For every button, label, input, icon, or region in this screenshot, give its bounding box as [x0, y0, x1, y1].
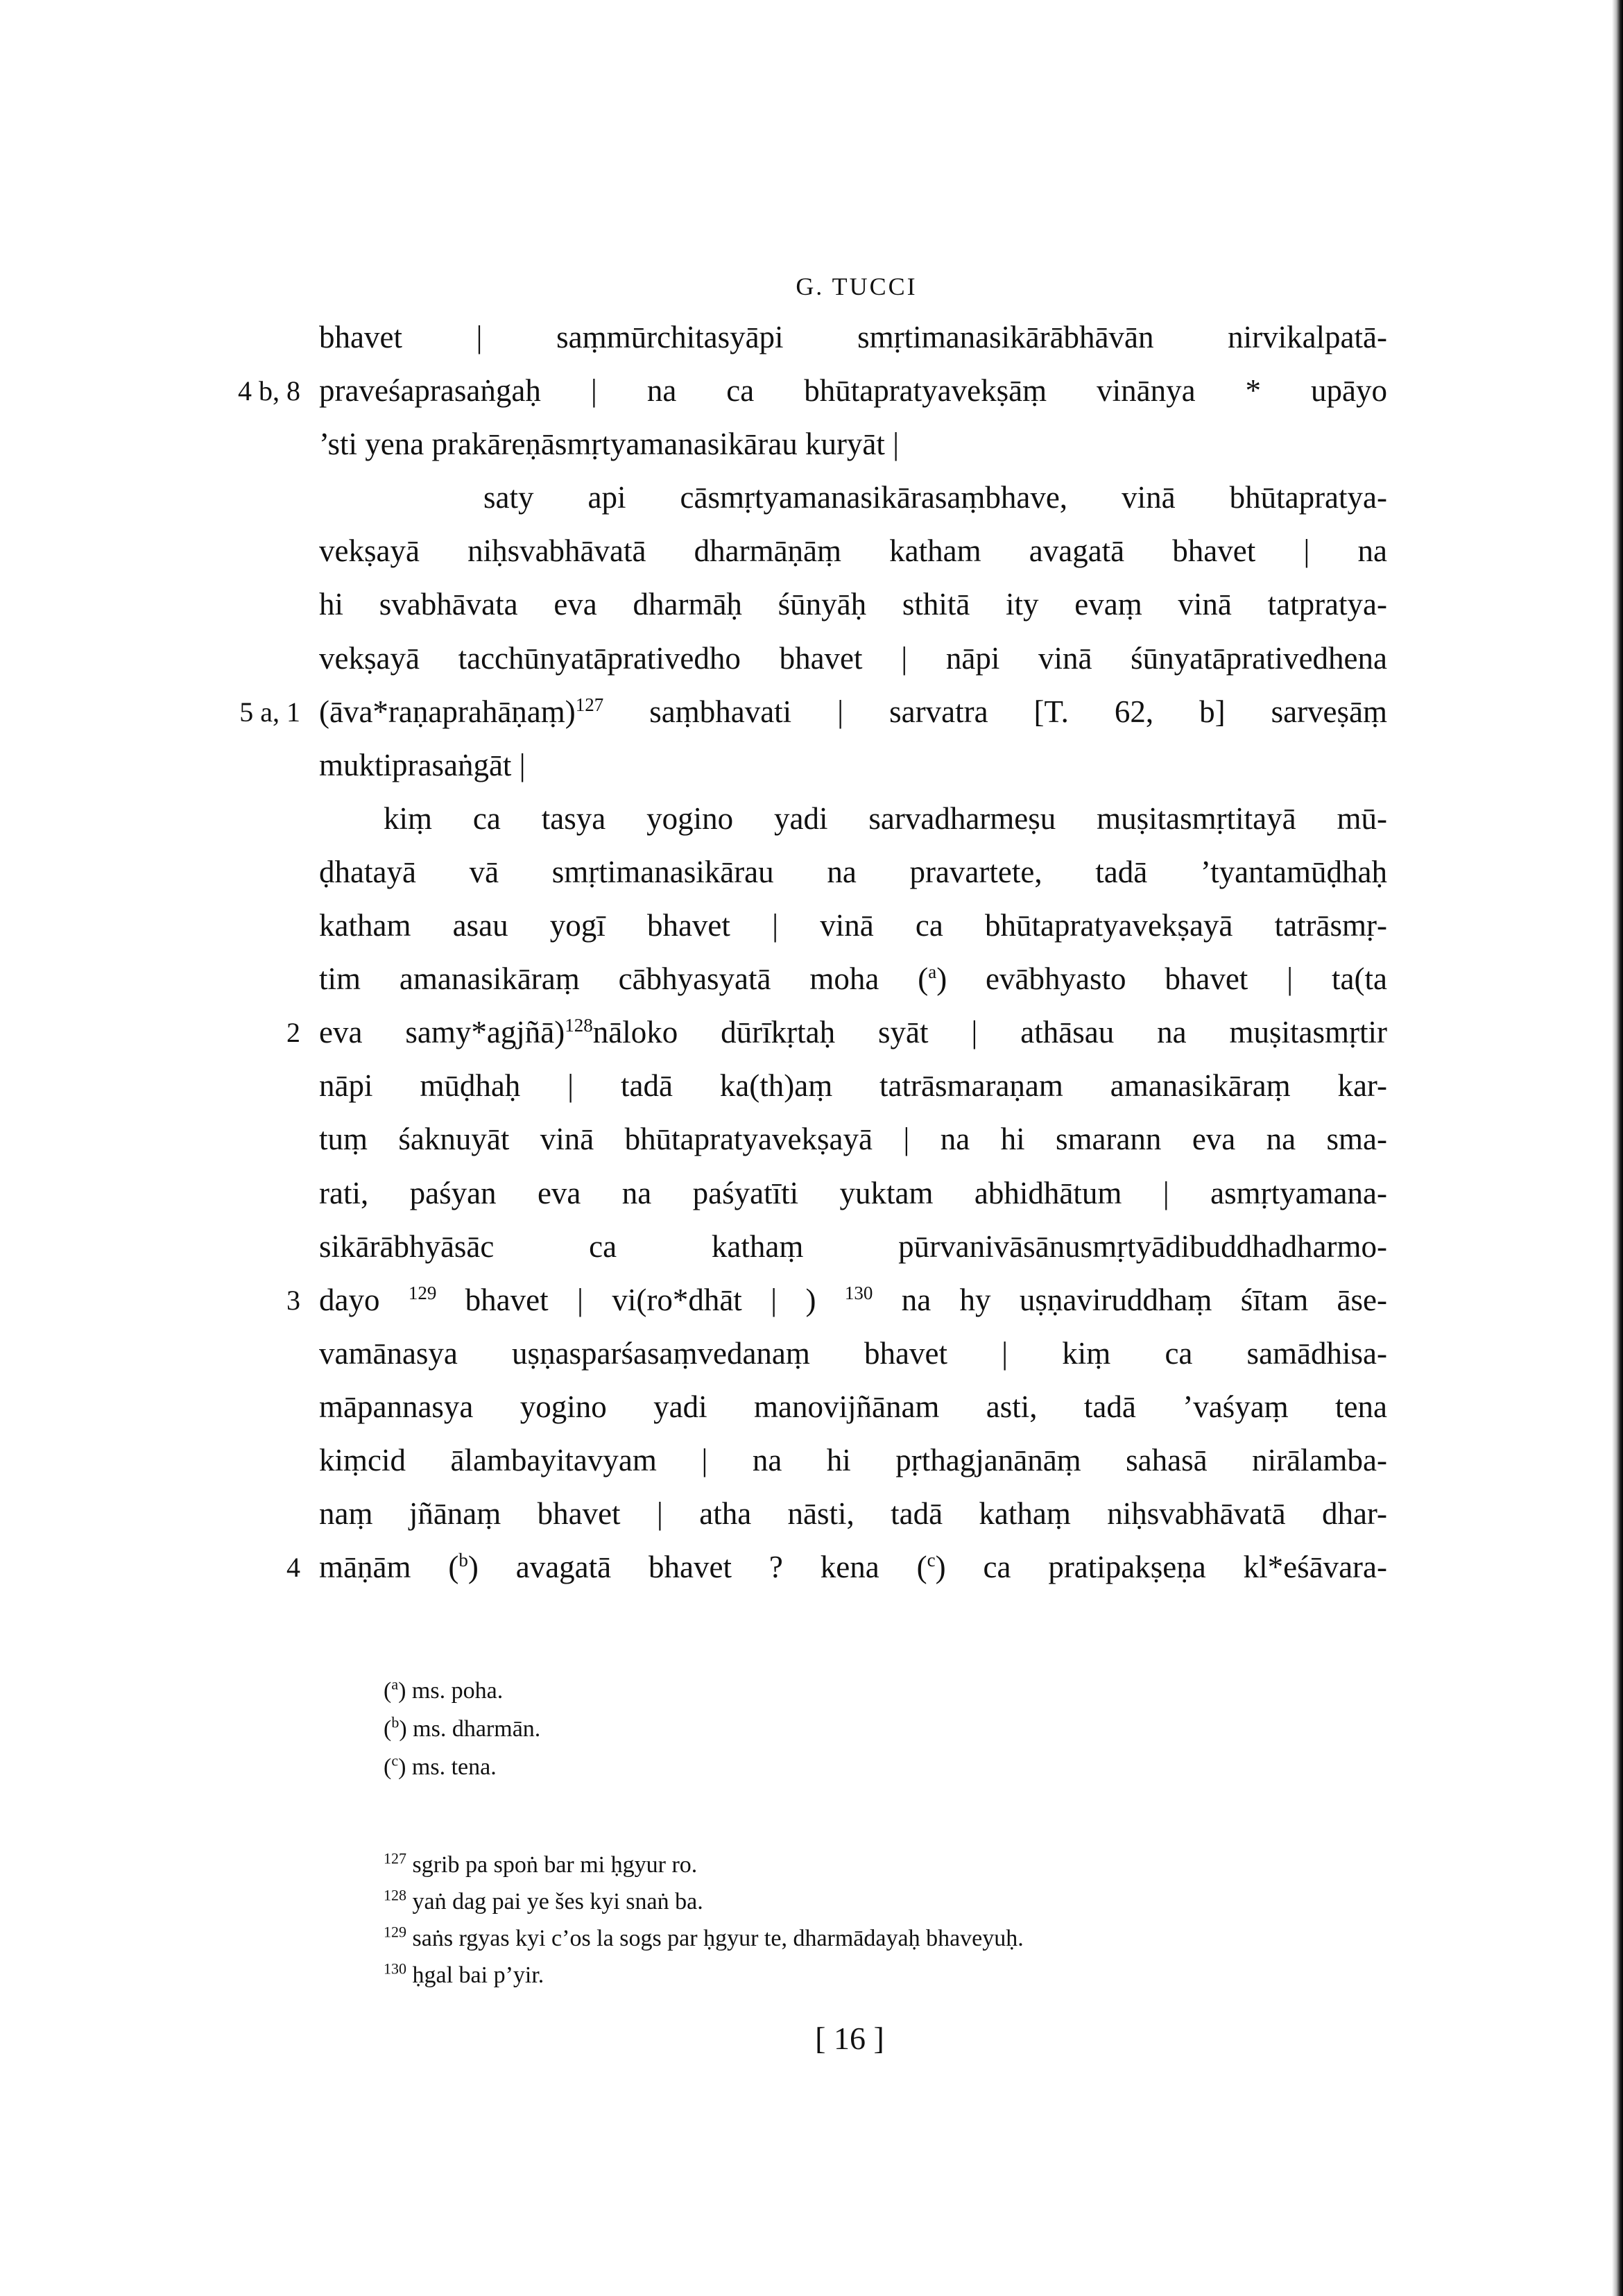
text-line	[319, 1487, 1387, 1541]
text-line	[319, 578, 1387, 631]
text-line	[319, 846, 1387, 899]
line-text	[319, 1274, 1387, 1327]
text-line	[286, 1006, 1388, 1059]
footnote-text: ḥgal bai p’yir.	[412, 1962, 544, 1988]
text-segment: kiṃ ca tasya yogino yadi sarvadharmeṣu muṣitasmṛtitayā mū-	[384, 800, 1387, 836]
text-segment: naṃ jñānaṃ bhavet | atha nāsti, tadā kathaṃ niḥsvabhāvatā dhar-	[319, 1496, 1387, 1532]
note-reference: a	[928, 961, 937, 983]
note-text: ms. poha.	[411, 1678, 504, 1704]
line-text	[319, 524, 1387, 578]
line-text	[319, 1380, 1387, 1434]
footnote	[384, 1883, 1024, 1920]
line-text	[319, 471, 1387, 524]
text-line	[286, 1541, 1387, 1594]
line-text	[319, 311, 1387, 364]
text-segment: na hy uṣṇaviruddhaṃ śītam āse-	[873, 1282, 1387, 1317]
footnote-text: saṅs rgyas kyi c’os la sogs par ḥgyur te, dharmādayaḥ bhaveyuḥ.	[412, 1926, 1024, 1951]
text-segment: hi svabhāvata eva dharmāḥ śūnyāḥ sthitā ity evaṃ vinā tatpratya-	[319, 587, 1387, 622]
line-text	[319, 1434, 1387, 1487]
note-text: ms. dharmān.	[413, 1716, 541, 1742]
line-text	[319, 792, 1387, 846]
text-line	[319, 1059, 1387, 1113]
text-segment: nāpi mūḍhaḥ | tadā ka(th)aṃ tatrāsmaraṇam amanasikāraṃ kar-	[319, 1068, 1387, 1104]
text-line	[319, 1327, 1387, 1380]
text-line	[319, 792, 1387, 846]
page-binding-edge	[1612, 0, 1623, 2296]
note-reference: c	[927, 1550, 936, 1571]
footnote-number: 127	[384, 1849, 406, 1867]
text-segment: māpannasya yogino yadi manovijñānam asti, tadā ’vaśyaṃ tena	[319, 1389, 1387, 1424]
text-segment: nāloko dūrīkṛtaḥ syāt | athāsau na muṣitasmṛtir	[592, 1015, 1388, 1050]
text-segment: praveśaprasaṅgaḥ | na ca bhūtapratyavekṣāṃ vinānya * upāyo	[319, 373, 1387, 409]
text-line	[319, 1167, 1387, 1220]
text-line	[286, 1274, 1387, 1327]
text-line	[319, 524, 1387, 578]
line-text	[319, 1059, 1387, 1113]
folio-reference: 3	[286, 1284, 300, 1316]
text-line	[319, 739, 1387, 792]
text-line	[319, 1434, 1387, 1487]
text-segment: ) evābhyasto bhavet | ta(ta	[936, 961, 1387, 997]
line-text	[319, 1167, 1387, 1220]
text-line	[238, 364, 1387, 418]
text-segment: ) ca pratipakṣeṇa kl*eśāvara-	[935, 1550, 1387, 1585]
footnote-number: 129	[384, 1923, 406, 1941]
line-text	[319, 364, 1387, 418]
text-line	[319, 1113, 1387, 1166]
text-line	[319, 418, 1387, 471]
text-segment: saṃbhavati | sarvatra [T. 62, b] sarveṣāṃ	[603, 694, 1387, 729]
note-reference: 127	[575, 694, 604, 715]
footnote	[384, 1957, 1024, 1994]
line-text	[319, 1113, 1387, 1166]
footnote-text: sgrib pa spoṅ bar mi ḥgyur ro.	[412, 1852, 698, 1878]
text-segment: kiṃcid ālambayitavyam | na hi pṛthagjanānāṃ sahasā nirālamba-	[319, 1442, 1387, 1477]
critical-apparatus	[384, 1672, 540, 1786]
folio-reference: 4	[286, 1552, 300, 1584]
note-reference: 130	[844, 1282, 873, 1303]
line-text	[319, 1006, 1387, 1059]
line-text	[319, 899, 1387, 952]
text-line	[319, 632, 1387, 685]
footnote-text: yaṅ dag pai ye šes kyi snaṅ ba.	[412, 1889, 703, 1914]
text-segment: ) avagatā bhavet ? kena (	[467, 1550, 927, 1585]
footnotes	[384, 1847, 1024, 1994]
text-line	[319, 1220, 1387, 1274]
footnote-number: 130	[384, 1960, 406, 1978]
text-segment: ḍhatayā vā smṛtimanasikārau na pravartete, tadā ’tyantamūḍhaḥ	[319, 854, 1387, 889]
text-line	[319, 952, 1387, 1006]
note-text: ms. tena.	[411, 1754, 497, 1780]
page-number: [ 16 ]	[815, 2021, 884, 2056]
text-segment: vamānasya uṣṇasparśasaṃvedanaṃ bhavet | kiṃ ca samādhisa-	[319, 1335, 1387, 1371]
footnote	[384, 1920, 1024, 1957]
text-line	[319, 471, 1387, 524]
footnote	[384, 1847, 1024, 1883]
footnote-number: 128	[384, 1886, 406, 1904]
line-text	[319, 418, 1387, 471]
running-head: G. TUCCI	[796, 273, 918, 300]
note-mark: c	[391, 1751, 399, 1770]
text-segment: vekṣayā niḥsvabhāvatā dharmāṇāṃ katham avagatā bhavet | na	[319, 533, 1387, 569]
line-text	[319, 1487, 1387, 1541]
text-line	[319, 899, 1387, 952]
note-reference: 129	[408, 1282, 437, 1303]
line-text	[319, 739, 1387, 792]
text-segment: rati, paśyan eva na paśyatīti yuktam abhidhātum | asmṛtyamana-	[319, 1175, 1387, 1210]
line-text	[319, 1327, 1387, 1380]
text-segment: (āva*raṇaprahāṇaṃ)	[319, 694, 576, 729]
folio-reference: 5 a, 1	[239, 696, 300, 728]
text-segment: dayo	[319, 1282, 409, 1317]
note-reference: b	[458, 1550, 468, 1571]
text-line	[319, 1380, 1387, 1434]
apparatus-note: ($^c$) ms. tena.	[384, 1751, 497, 1780]
text-segment: sikārābhyāsāc ca kathaṃ pūrvanivāsānusmṛtyādibuddhadharmo-	[319, 1228, 1387, 1264]
main-text	[238, 311, 1388, 1594]
text-segment: bhavet | vi(ro*dhāt | )	[436, 1282, 845, 1317]
folio-reference: 2	[286, 1017, 300, 1049]
line-text	[319, 1220, 1387, 1274]
text-segment: ’sti yena prakāreṇāsmṛtyamanasikārau kuryāt |	[319, 427, 900, 462]
folio-reference: 4 b, 8	[238, 375, 300, 407]
note-mark: b	[391, 1713, 400, 1731]
line-text	[319, 846, 1387, 899]
text-segment: vekṣayā tacchūnyatāprativedho bhavet | nāpi vinā śūnyatāprativedhena	[319, 640, 1387, 676]
text-segment: māṇām (	[319, 1550, 459, 1585]
text-segment: eva samy*agjñā)	[319, 1015, 565, 1050]
line-text	[319, 632, 1387, 685]
text-segment: saty api cāsmṛtyamanasikārasaṃbhave, vinā bhūtapratya-	[483, 480, 1387, 515]
line-text	[319, 952, 1387, 1006]
line-text	[319, 1541, 1387, 1594]
text-segment: tuṃ śaknuyāt vinā bhūtapratyavekṣayā | na hi smarann eva na sma-	[319, 1122, 1387, 1157]
text-segment: katham asau yogī bhavet | vinā ca bhūtapratyavekṣayā tatrāsmṛ-	[319, 908, 1387, 943]
line-text	[319, 578, 1387, 631]
apparatus-note: ($^b$) ms. dharmān.	[384, 1713, 541, 1742]
text-segment: bhavet | saṃmūrchitasyāpi smṛtimanasikārābhāvān nirvikalpatā-	[319, 320, 1387, 354]
note-mark: a	[391, 1675, 399, 1693]
text-segment: muktiprasaṅgāt |	[319, 747, 526, 782]
text-line	[239, 685, 1387, 739]
text-line	[319, 311, 1387, 364]
line-text	[319, 685, 1387, 739]
note-reference: 128	[565, 1015, 593, 1036]
text-segment: tim amanasikāraṃ cābhyasyatā moha (	[319, 961, 929, 997]
apparatus-note: ($^a$) ms. poha.	[384, 1675, 504, 1704]
